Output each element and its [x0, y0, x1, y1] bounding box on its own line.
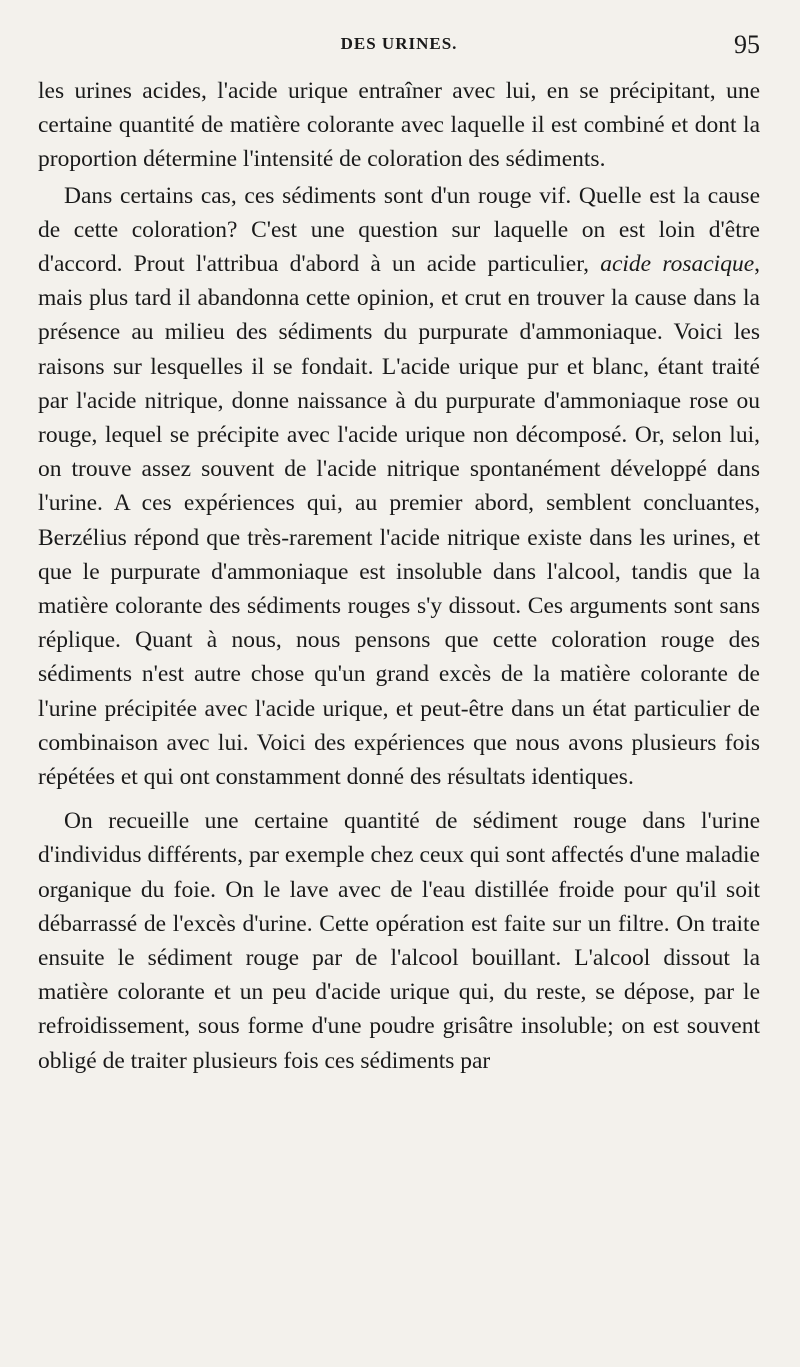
paragraph-text: Dans certains cas, ces sédiments sont d'un rouge vif. Quelle est la cause de cette coloration? C'est une question sur laquelle on est loin d'être d'accord. Prout l'attribua d'abord à un acide particulier,	[38, 182, 760, 278]
paragraph-1	[38, 74, 760, 177]
running-head	[38, 30, 760, 70]
paragraph-text: , mais plus tard il abandonna cette opinion, et crut en trouver la cause dans la présence au milieu des sédiments du purpurate d'ammoniaque. Voici les raisons sur lesquelles il se fondait. L'acide urique pur et blanc, étant traité par l'acide nitrique, donne naissance à du purpurate d'ammoniaque rose ou rouge, lequel se précipite avec l'acide urique non décomposé. Or, selon lui, on trouve assez souvent de l'acide nitrique spontanément développé dans l'urine. A ces expériences qui, au premier abord, semblent concluantes, Berzélius répond que très-rarement l'acide nitrique existe dans les urines, et que le purpurate d'ammoniaque est insoluble dans l'alcool, tandis que la matière colorante des sédiments rouges s'y dissout. Ces arguments sont sans réplique. Quant à nous, nous pensons que cette coloration rouge des sédiments n'est autre chose qu'un grand excès de la matière colorante de l'urine précipitée avec l'acide urique, et peut-être dans un état particulier de combinaison avec lui. Voici des expériences que nous avons plusieurs fois répétées et qui ont constamment donné des résultats identiques.	[38, 251, 760, 791]
paragraph-2	[38, 179, 760, 795]
paragraph-text: On recueille une certaine quantité de sédiment rouge dans l'urine d'individus différents, par exemple chez ceux qui sont affectés d'une maladie organique du foie. On le lave avec de l'eau distillée froide pour qu'il soit débarrassé de l'excès d'urine. Cette opération est faite sur un filtre. On traite ensuite le sédiment rouge par de l'alcool bouillant. L'alcool dissout la matière colorante et un peu d'acide urique qui, du reste, se dépose, par le refroidissement, sous forme d'une poudre grisâtre insoluble; on est souvent obligé de traiter plusieurs fois ces sédiments par	[38, 808, 760, 1074]
italic-term: acide rosacique	[600, 251, 755, 278]
paragraph-3	[38, 804, 760, 1078]
body-text	[38, 74, 760, 1078]
page-number: 95	[734, 30, 760, 59]
paragraph-text: les urines acides, l'acide urique entraîner avec lui, en se précipitant, une certaine quantité de matière colorante avec laquelle il est combiné et dont la proportion détermine l'intensité de coloration des sédiments.	[38, 78, 760, 173]
running-title: DES URINES.	[340, 34, 458, 53]
